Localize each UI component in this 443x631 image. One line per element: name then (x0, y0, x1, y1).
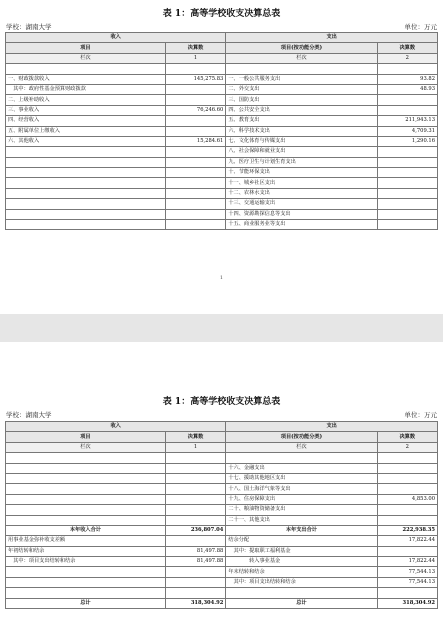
expense-amount (377, 484, 437, 494)
expense-item: 本年支出合计 (226, 525, 377, 535)
income-amount (165, 536, 225, 546)
lanci-label: 栏次 (6, 53, 166, 63)
income-amount (165, 505, 225, 515)
income-amount: 81,497.88 (165, 546, 225, 556)
expense-amount (377, 157, 437, 167)
expense-item: 十一、城乡社区支出 (226, 178, 377, 188)
table-row (6, 494, 438, 504)
expense-amount (377, 64, 437, 74)
col-amount-2: 决算数 (377, 432, 437, 442)
col-item-func: 项目(按功能分类) (226, 432, 377, 442)
col-amount: 决算数 (165, 432, 225, 442)
lanci-1: 1 (165, 442, 225, 452)
expense-amount (377, 199, 437, 209)
expense-amount (377, 95, 437, 105)
income-amount (165, 199, 225, 209)
unit-label: 单位：万元 (404, 411, 437, 419)
expense-item (226, 588, 377, 598)
income-amount (165, 157, 225, 167)
table-row (6, 136, 438, 146)
expense-amount: 17,822.44 (377, 536, 437, 546)
table-row (6, 126, 438, 136)
expense-header: 支出 (226, 33, 438, 43)
table-row (6, 577, 438, 587)
expense-item: 十四、资源勘探信息等支出 (226, 209, 377, 219)
income-amount (165, 515, 225, 525)
income-amount (165, 126, 225, 136)
lanci-2: 2 (377, 53, 437, 63)
table-row (6, 557, 438, 567)
income-amount (165, 484, 225, 494)
income-amount (165, 147, 225, 157)
expense-item: 三、国防支出 (226, 95, 377, 105)
col-item: 项目 (6, 432, 166, 442)
school-name: 学校：湖南大学 (6, 411, 52, 419)
table-row (6, 463, 438, 473)
income-item (6, 505, 166, 515)
expense-amount: 1,290.16 (377, 136, 437, 146)
expense-item: 八、社会保障和就业支出 (226, 147, 377, 157)
income-item: 三、事业收入 (6, 105, 166, 115)
expense-amount (377, 588, 437, 598)
expense-amount (377, 105, 437, 115)
table-row (6, 116, 438, 126)
expense-item: 其中：提取职工福利基金 (226, 546, 377, 556)
table-row (6, 105, 438, 115)
income-item (6, 473, 166, 483)
income-item: 一、财政拨款收入 (6, 74, 166, 84)
income-amount (165, 84, 225, 94)
income-amount: 81,497.88 (165, 557, 225, 567)
table-row (6, 546, 438, 556)
table-row (6, 84, 438, 94)
table-row (6, 74, 438, 84)
expense-amount (377, 147, 437, 157)
expense-amount (377, 220, 437, 230)
income-amount (165, 178, 225, 188)
table-row (6, 453, 438, 463)
income-item (6, 178, 166, 188)
income-item (6, 515, 166, 525)
lanci-2: 2 (377, 442, 437, 452)
table-row (6, 178, 438, 188)
income-amount (165, 577, 225, 587)
unit-label: 单位：万元 (404, 23, 437, 31)
income-header: 收入 (6, 422, 226, 432)
expense-amount: 222,938.35 (377, 525, 437, 535)
income-item: 四、经营收入 (6, 116, 166, 126)
table-row (6, 220, 438, 230)
lanci-label: 栏次 (226, 53, 377, 63)
income-amount (165, 588, 225, 598)
income-item: 本年收入合计 (6, 525, 166, 535)
table-row (6, 525, 438, 535)
table-row (6, 95, 438, 105)
expense-item: 六、科学技术支出 (226, 126, 377, 136)
expense-amount: 77,544.13 (377, 577, 437, 587)
income-item (6, 494, 166, 504)
income-amount (165, 64, 225, 74)
expense-item (226, 453, 377, 463)
expense-amount: 4,709.31 (377, 126, 437, 136)
page-1 (0, 0, 443, 314)
expense-amount (377, 463, 437, 473)
table-row (6, 505, 438, 515)
expense-amount (377, 546, 437, 556)
income-item: 五、附属单位上缴收入 (6, 126, 166, 136)
income-item (6, 168, 166, 178)
expense-amount (377, 178, 437, 188)
income-amount (165, 168, 225, 178)
expense-item: 其中：项目支出结转和结余 (226, 577, 377, 587)
budget-table (5, 421, 438, 609)
table-row (6, 199, 438, 209)
income-item (6, 147, 166, 157)
page-title: 表 1：高等学校收支决算总表 (162, 397, 281, 407)
expense-amount (377, 515, 437, 525)
income-item (6, 588, 166, 598)
expense-amount (377, 473, 437, 483)
table-row (6, 588, 438, 598)
income-item (6, 567, 166, 577)
income-amount: 145,275.83 (165, 74, 225, 84)
expense-item: 五、教育支出 (226, 116, 377, 126)
income-item (6, 484, 166, 494)
income-item (6, 577, 166, 587)
income-item (6, 188, 166, 198)
expense-amount (377, 453, 437, 463)
income-amount (165, 95, 225, 105)
income-amount: 318,304.92 (165, 598, 225, 608)
expense-header: 支出 (226, 422, 438, 432)
budget-table (5, 32, 438, 230)
page-2 (0, 342, 443, 631)
expense-item: 十二、农林水支出 (226, 188, 377, 198)
income-item: 年初结转和结余 (6, 546, 166, 556)
table-row (6, 598, 438, 608)
page-gap (0, 314, 443, 342)
expense-amount (377, 505, 437, 515)
page-title: 表 1：高等学校收支决算总表 (162, 9, 281, 19)
income-amount (165, 463, 225, 473)
expense-item: 年末结转和结余 (226, 567, 377, 577)
income-item (6, 463, 166, 473)
col-amount-2: 决算数 (377, 43, 437, 53)
expense-item: 一、一般公共服务支出 (226, 74, 377, 84)
income-amount (165, 473, 225, 483)
table-row (6, 157, 438, 167)
income-amount (165, 116, 225, 126)
expense-item: 十六、金融支出 (226, 463, 377, 473)
table-row (6, 64, 438, 74)
income-item (6, 453, 166, 463)
expense-item: 结余分配 (226, 536, 377, 546)
expense-amount (377, 168, 437, 178)
expense-amount: 48.93 (377, 84, 437, 94)
income-amount (165, 567, 225, 577)
expense-amount: 318,304.92 (377, 598, 437, 608)
table-row (6, 473, 438, 483)
income-header: 收入 (6, 33, 226, 43)
table-row (6, 147, 438, 157)
lanci-label: 栏次 (226, 442, 377, 452)
expense-amount: 17,822.44 (377, 557, 437, 567)
lanci-label: 栏次 (6, 442, 166, 452)
expense-item: 十三、交通运输支出 (226, 199, 377, 209)
expense-item: 总计 (226, 598, 377, 608)
expense-item: 二十、粮油物资储备支出 (226, 505, 377, 515)
expense-amount: 77,544.13 (377, 567, 437, 577)
expense-amount: 93.82 (377, 74, 437, 84)
income-item: 总计 (6, 598, 166, 608)
expense-item: 七、文化体育与传媒支出 (226, 136, 377, 146)
income-amount (165, 494, 225, 504)
expense-item: 转入事业基金 (226, 557, 377, 567)
expense-item: 十五、商业服务业等支出 (226, 220, 377, 230)
expense-item: 十八、国土海洋气象等支出 (226, 484, 377, 494)
income-item (6, 209, 166, 219)
expense-amount (377, 209, 437, 219)
income-item (6, 64, 166, 74)
table-row (6, 168, 438, 178)
expense-amount: 4,853.00 (377, 494, 437, 504)
expense-item: 九、医疗卫生与计划生育支出 (226, 157, 377, 167)
col-item-func: 项目(按功能分类) (226, 43, 377, 53)
table-row (6, 484, 438, 494)
income-amount (165, 188, 225, 198)
income-item: 其中：项目支出结转和结余 (6, 557, 166, 567)
col-item: 项目 (6, 43, 166, 53)
income-amount (165, 209, 225, 219)
table-row (6, 209, 438, 219)
table-row (6, 515, 438, 525)
school-name: 学校：湖南大学 (6, 23, 52, 31)
income-item (6, 220, 166, 230)
income-amount (165, 220, 225, 230)
table-row (6, 536, 438, 546)
expense-item: 四、公共安全支出 (226, 105, 377, 115)
income-item: 用事业基金弥补收支差额 (6, 536, 166, 546)
income-amount (165, 453, 225, 463)
income-item: 六、其他收入 (6, 136, 166, 146)
expense-amount: 211,943.13 (377, 116, 437, 126)
page-number: 1 (219, 275, 224, 281)
income-item (6, 157, 166, 167)
table-row (6, 567, 438, 577)
income-item (6, 199, 166, 209)
income-item: 其中：政府性基金预算财政拨款 (6, 84, 166, 94)
expense-item: 十九、住房保障支出 (226, 494, 377, 504)
expense-item: 二十一、其他支出 (226, 515, 377, 525)
income-amount: 236,807.04 (165, 525, 225, 535)
col-amount: 决算数 (165, 43, 225, 53)
lanci-1: 1 (165, 53, 225, 63)
expense-item: 十七、援助其他地区支出 (226, 473, 377, 483)
expense-item: 十、节能环保支出 (226, 168, 377, 178)
expense-item (226, 64, 377, 74)
income-amount: 15,284.61 (165, 136, 225, 146)
income-amount: 76,246.60 (165, 105, 225, 115)
expense-amount (377, 188, 437, 198)
expense-item: 二、外交支出 (226, 84, 377, 94)
table-row (6, 188, 438, 198)
income-item: 二、上级补助收入 (6, 95, 166, 105)
